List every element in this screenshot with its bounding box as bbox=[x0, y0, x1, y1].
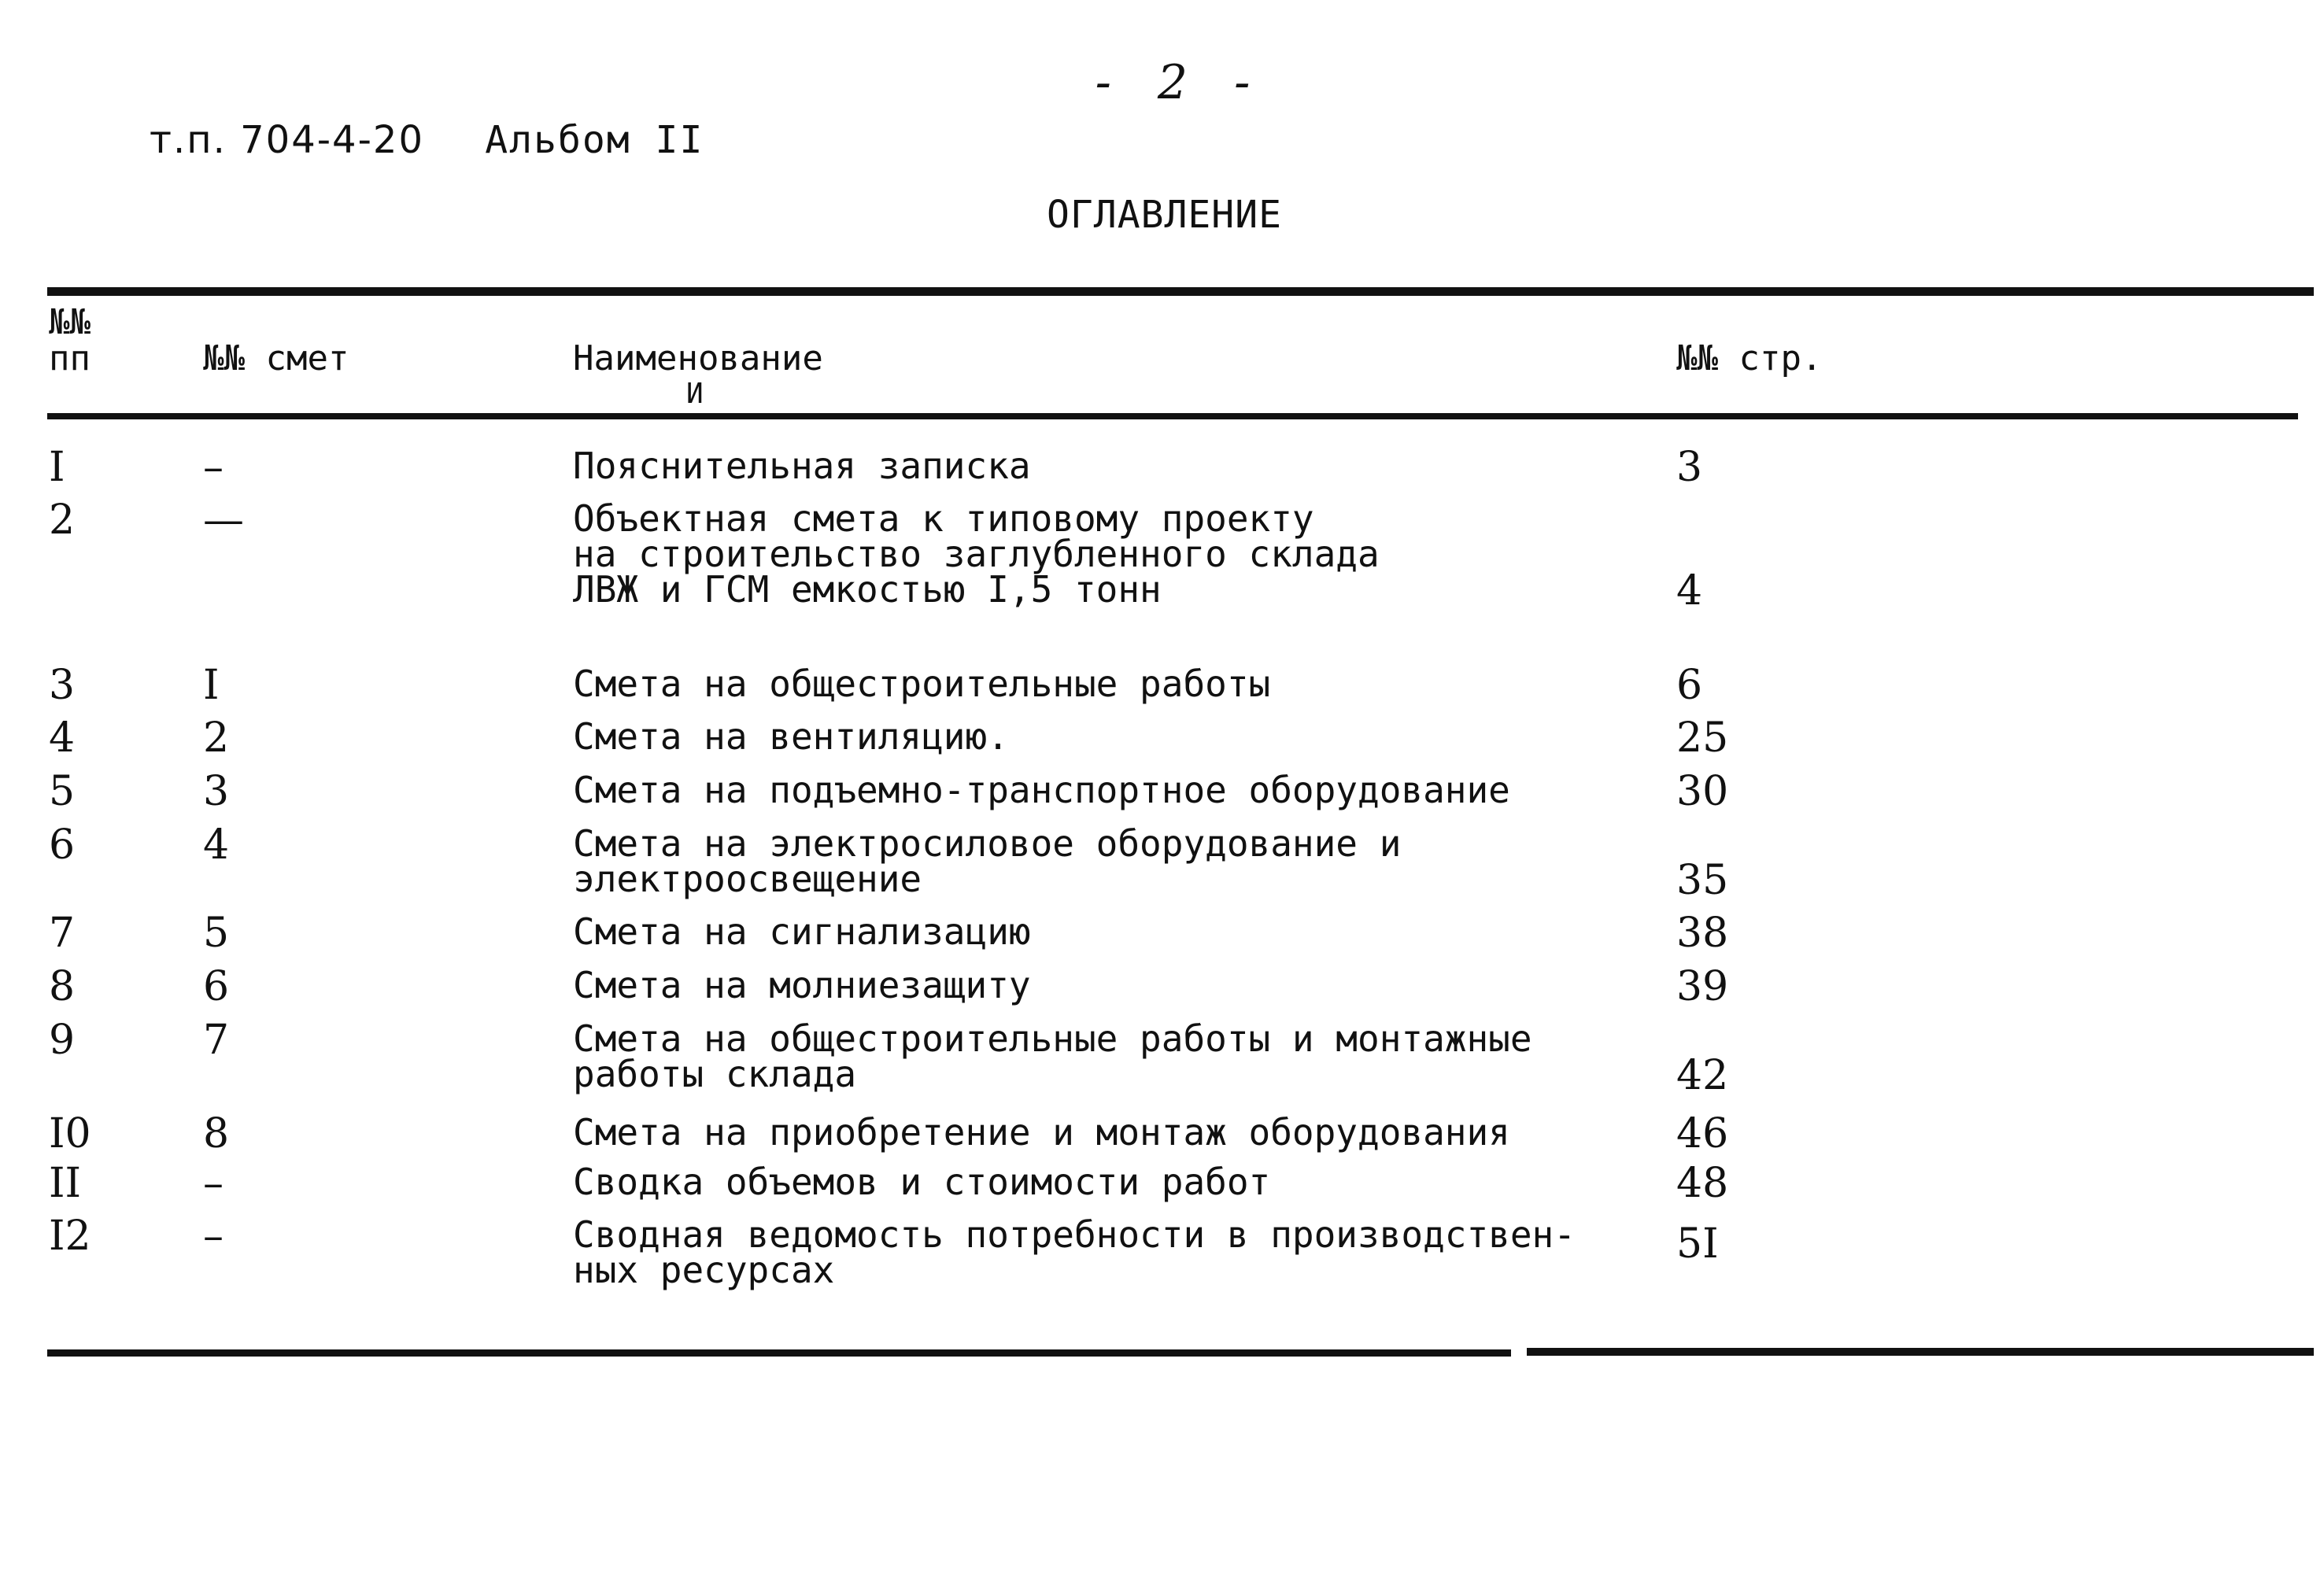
row-number: II bbox=[49, 1160, 82, 1207]
estimate-number: 5 bbox=[203, 910, 230, 957]
header-name-sub: И bbox=[686, 378, 704, 410]
entry-name-line: Смета на общестроительные работы bbox=[573, 663, 1271, 705]
row-number: I bbox=[49, 444, 65, 491]
row-number: 3 bbox=[49, 662, 76, 709]
entry-name-line: Объектная смета к типовому проекту bbox=[573, 497, 1314, 540]
entry-name-line: Смета на подъемно-транспортное оборудование bbox=[573, 769, 1510, 811]
entry-name bbox=[573, 769, 1612, 811]
entry-name-line: Пояснительная записка bbox=[573, 445, 1031, 487]
estimate-number: 3 bbox=[203, 768, 230, 815]
entry-name-line: работы склада bbox=[573, 1053, 857, 1095]
page-ref: 5I bbox=[1676, 1220, 1719, 1268]
page-ref: 48 bbox=[1676, 1160, 1729, 1207]
page-ref: 4 bbox=[1676, 567, 1703, 615]
row-number: 5 bbox=[49, 768, 76, 815]
entry-name-line: Смета на молниезащиту bbox=[573, 964, 1031, 1006]
row-number: 9 bbox=[49, 1017, 76, 1064]
entry-name bbox=[573, 445, 1612, 487]
album-label: Альбом II bbox=[485, 118, 704, 162]
entry-name bbox=[573, 1213, 1612, 1291]
page-ref: 38 bbox=[1676, 910, 1729, 957]
entry-name-line: Сводка объемов и стоимости работ bbox=[573, 1161, 1271, 1203]
entry-name-line: Смета на вентиляцию. bbox=[573, 715, 1009, 758]
entry-name-line: Сводная ведомость потребности в производствен- bbox=[573, 1213, 1576, 1256]
row-number: 2 bbox=[49, 497, 76, 544]
bottom-rule-left bbox=[47, 1349, 1511, 1357]
row-number: 4 bbox=[49, 714, 76, 762]
page-ref: 35 bbox=[1676, 857, 1729, 904]
page-ref: 25 bbox=[1676, 714, 1729, 762]
page-ref: 46 bbox=[1676, 1110, 1729, 1157]
entry-name-line: на строительство заглубленного склада bbox=[573, 533, 1380, 575]
project-code: т.п. 704-4-20 bbox=[150, 118, 424, 162]
entry-name bbox=[573, 497, 1612, 611]
header-name: Наименование bbox=[573, 338, 823, 378]
entry-name-line: Смета на приобретение и монтаж оборудования bbox=[573, 1111, 1510, 1154]
entry-name-line: Смета на электросиловое оборудование и bbox=[573, 822, 1402, 865]
page-ref: 39 bbox=[1676, 963, 1729, 1010]
row-number: I0 bbox=[49, 1110, 91, 1157]
entry-name bbox=[573, 964, 1612, 1006]
entry-name-line: Смета на общестроительные работы и монтажные bbox=[573, 1017, 1532, 1060]
estimate-number: 4 bbox=[203, 821, 230, 869]
estimate-number: – bbox=[203, 1213, 224, 1260]
entry-name bbox=[573, 715, 1612, 758]
page-ref: 42 bbox=[1676, 1052, 1729, 1099]
estimate-number: 6 bbox=[203, 963, 230, 1010]
header-page-number: №№ стр. bbox=[1676, 338, 1823, 378]
entry-name bbox=[573, 1017, 1612, 1095]
entry-name bbox=[573, 822, 1612, 900]
estimate-number: I bbox=[203, 662, 220, 709]
table-header bbox=[0, 295, 2324, 413]
entry-name-line: электроосвещение bbox=[573, 858, 922, 900]
entry-name bbox=[573, 663, 1612, 705]
estimate-number: – bbox=[203, 1160, 224, 1207]
estimate-number: 8 bbox=[203, 1110, 230, 1157]
entry-name bbox=[573, 1161, 1612, 1203]
entry-name-line: ЛВЖ и ГСМ емкостью I,5 тонн bbox=[573, 568, 1162, 611]
entry-name-line: Смета на сигнализацию bbox=[573, 910, 1031, 953]
page-number: - 2 - bbox=[1095, 55, 1266, 110]
bottom-rule-right bbox=[1527, 1348, 2314, 1356]
header-row-number: №№ пп bbox=[49, 302, 91, 378]
page-ref: 30 bbox=[1676, 768, 1729, 815]
estimate-number: 7 bbox=[203, 1017, 230, 1064]
estimate-number: – bbox=[203, 444, 224, 491]
entry-name-line: ных ресурсах bbox=[573, 1249, 835, 1291]
page-ref: 6 bbox=[1676, 662, 1703, 709]
page-ref: 3 bbox=[1676, 444, 1703, 491]
header-estimate-number: №№ смет bbox=[203, 338, 349, 378]
row-number: 7 bbox=[49, 910, 76, 957]
document-code bbox=[150, 118, 704, 162]
row-number: 8 bbox=[49, 963, 76, 1010]
estimate-number: 2 bbox=[203, 714, 230, 762]
row-number: I2 bbox=[49, 1213, 91, 1260]
estimate-number: — bbox=[203, 497, 244, 544]
row-number: 6 bbox=[49, 821, 76, 869]
toc-title: ОГЛАВЛЕНИЕ bbox=[1047, 193, 1282, 237]
entry-name bbox=[573, 1111, 1612, 1154]
header-rule bbox=[47, 413, 2298, 419]
entry-name bbox=[573, 910, 1612, 953]
